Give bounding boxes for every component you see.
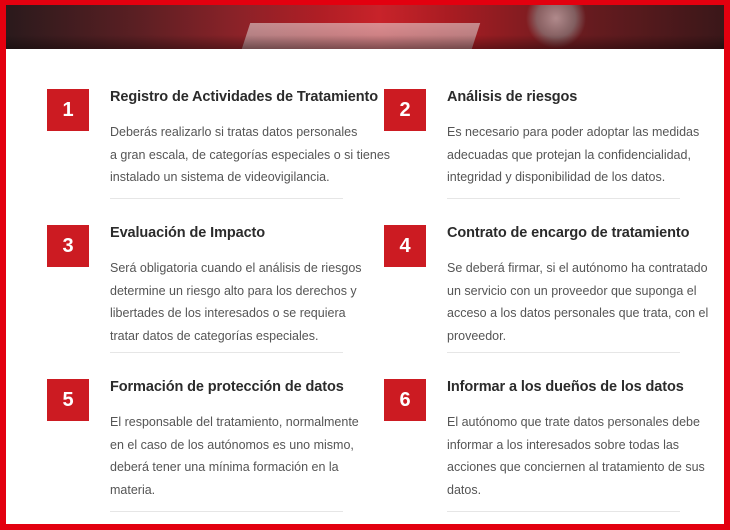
step-title: Formación de protección de datos xyxy=(110,379,344,395)
step-description: Se deberá firmar, si el autónomo ha contratado un servicio con un proveedor que suponga el acceso a los datos personales que trata, con el proveedor. xyxy=(447,261,709,343)
step-description: Deberás realizarlo si tratas datos personales a gran escala, de categorías especiales o si tienes instalado un sistema de videovigilancia. xyxy=(110,125,391,184)
step-title: Análisis de riesgos xyxy=(447,89,578,105)
step-number-badge: 2 xyxy=(384,89,426,131)
step-number-badge: 5 xyxy=(47,379,89,421)
step-description: El autónomo que trate datos personales debe informar a los interesados sobre todas las acciones que conciernen al tratamiento de sus datos. xyxy=(447,415,705,497)
step-title: Registro de Actividades de Tratamiento xyxy=(110,89,379,105)
divider xyxy=(447,352,680,353)
divider xyxy=(110,198,343,199)
divider xyxy=(110,511,343,512)
step-number-badge: 3 xyxy=(47,225,89,267)
divider xyxy=(110,352,343,353)
divider xyxy=(447,511,680,512)
step-title: Informar a los dueños de los datos xyxy=(447,379,684,395)
step-number-badge: 4 xyxy=(384,225,426,267)
step-number-badge: 6 xyxy=(384,379,426,421)
step-title: Evaluación de Impacto xyxy=(110,225,266,241)
header-banner-image xyxy=(6,5,724,49)
content-frame xyxy=(6,5,724,524)
step-description: El responsable del tratamiento, normalmente en el caso de los autónomos es uno mismo, deberá tener una mínima formación en la materia. xyxy=(110,415,359,497)
step-number-badge: 1 xyxy=(47,89,89,131)
step-description: Es necesario para poder adoptar las medidas adecuadas que protejan la confidencialidad, integridad y disponibilidad de los datos. xyxy=(447,125,700,184)
step-title: Contrato de encargo de tratamiento xyxy=(447,225,690,241)
divider xyxy=(447,198,680,199)
step-description: Será obligatoria cuando el análisis de riesgos determine un riesgo alto para los derechos y libertades de los interesados o se requiera tratar datos de categorías especiales. xyxy=(110,261,362,343)
